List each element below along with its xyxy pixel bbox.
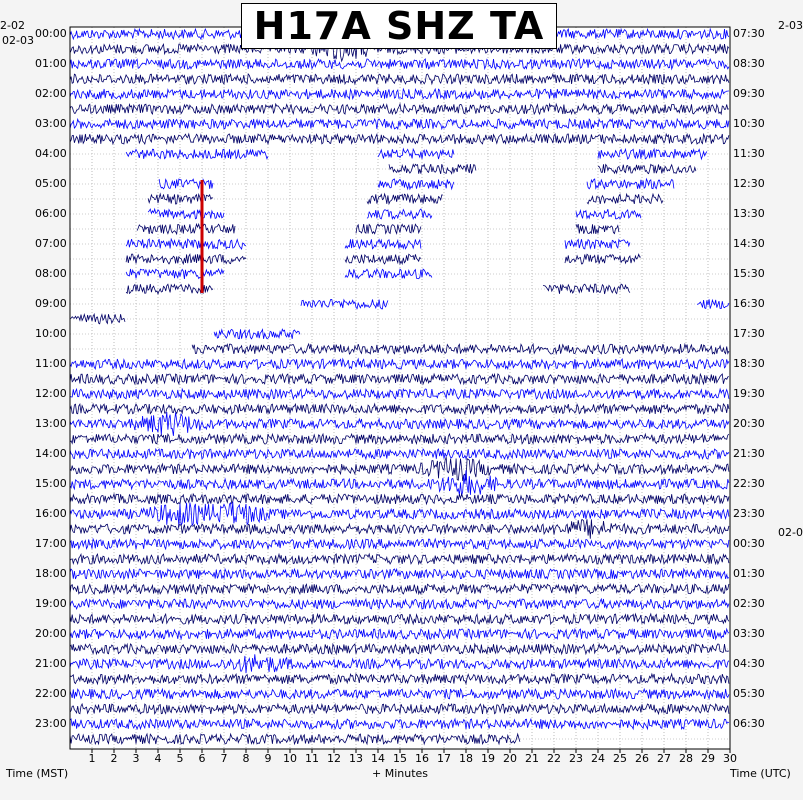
left-time-label: 19:00 [35, 597, 67, 610]
left-time-label: 09:00 [35, 297, 67, 310]
left-time-label: 14:00 [35, 447, 67, 460]
right-time-label: 16:30 [733, 297, 765, 310]
right-time-label: 17:30 [733, 327, 765, 340]
left-time-label: 23:00 [35, 717, 67, 730]
x-tick-label: 12 [327, 752, 341, 765]
x-tick-label: 18 [459, 752, 473, 765]
left-time-label: 06:00 [35, 207, 67, 220]
right-time-label: 04:30 [733, 657, 765, 670]
left-time-label: 04:00 [35, 147, 67, 160]
left-time-label: 05:00 [35, 177, 67, 190]
x-tick-label: 15 [393, 752, 407, 765]
x-tick-label: 22 [547, 752, 561, 765]
x-tick-label: 5 [176, 752, 184, 765]
right-time-label: 00:30 [733, 537, 765, 550]
left-time-label: 13:00 [35, 417, 67, 430]
right-time-label: 03:30 [733, 627, 765, 640]
x-axis-label: + Minutes [372, 767, 429, 780]
right-time-label: 10:30 [733, 117, 765, 130]
left-time-label: 18:00 [35, 567, 67, 580]
right-time-label: 11:30 [733, 147, 765, 160]
x-tick-label: 2 [110, 752, 118, 765]
left-axis-label: Time (MST) [6, 767, 69, 780]
right-time-label: 15:30 [733, 267, 765, 280]
right-time-label: 09:30 [733, 87, 765, 100]
right-time-label: 20:30 [733, 417, 765, 430]
right-axis-label: Time (UTC) [730, 767, 791, 780]
x-tick-label: 29 [701, 752, 715, 765]
x-tick-label: 24 [591, 752, 605, 765]
x-tick-label: 14 [371, 752, 385, 765]
right-time-label: 12:30 [733, 177, 765, 190]
x-tick-label: 9 [264, 752, 272, 765]
date-label: 02-03 [2, 34, 34, 47]
right-time-label: 18:30 [733, 357, 765, 370]
x-tick-label: 27 [657, 752, 671, 765]
right-time-label: 14:30 [733, 237, 765, 250]
x-tick-label: 25 [613, 752, 627, 765]
x-tick-label: 3 [132, 752, 140, 765]
x-tick-label: 17 [437, 752, 451, 765]
right-time-label: 21:30 [733, 447, 765, 460]
date-label: 2-02 [0, 19, 25, 32]
x-tick-label: 28 [679, 752, 693, 765]
right-time-label: 22:30 [733, 477, 765, 490]
x-tick-label: 19 [481, 752, 495, 765]
x-tick-label: 30 [723, 752, 737, 765]
right-time-label: 01:30 [733, 567, 765, 580]
left-time-label: 03:00 [35, 117, 67, 130]
right-time-label: 23:30 [733, 507, 765, 520]
left-time-label: 16:00 [35, 507, 67, 520]
x-tick-label: 23 [569, 752, 583, 765]
date-label: 02-0 [778, 526, 803, 539]
left-time-label: 12:00 [35, 387, 67, 400]
right-time-label: 02:30 [733, 597, 765, 610]
right-time-label: 06:30 [733, 717, 765, 730]
x-tick-label: 16 [415, 752, 429, 765]
chart-title-box [241, 3, 557, 49]
right-time-label: 07:30 [733, 27, 765, 40]
left-time-label: 17:00 [35, 537, 67, 550]
left-time-label: 00:00 [35, 27, 67, 40]
left-time-label: 20:00 [35, 627, 67, 640]
x-tick-label: 7 [220, 752, 228, 765]
left-time-label: 15:00 [35, 477, 67, 490]
x-tick-label: 4 [154, 752, 162, 765]
x-tick-label: 1 [88, 752, 96, 765]
x-tick-label: 6 [198, 752, 206, 765]
right-time-label: 19:30 [733, 387, 765, 400]
chart-title: H17A SHZ TA [253, 4, 545, 48]
x-tick-label: 20 [503, 752, 517, 765]
right-time-label: 13:30 [733, 207, 765, 220]
x-tick-label: 10 [283, 752, 297, 765]
x-tick-label: 11 [305, 752, 319, 765]
left-time-label: 10:00 [35, 327, 67, 340]
x-tick-label: 21 [525, 752, 539, 765]
left-time-label: 22:00 [35, 687, 67, 700]
x-tick-label: 13 [349, 752, 363, 765]
left-time-label: 08:00 [35, 267, 67, 280]
left-time-label: 02:00 [35, 87, 67, 100]
left-time-label: 07:00 [35, 237, 67, 250]
x-tick-label: 26 [635, 752, 649, 765]
left-time-label: 11:00 [35, 357, 67, 370]
left-time-label: 21:00 [35, 657, 67, 670]
right-time-label: 08:30 [733, 57, 765, 70]
left-time-label: 01:00 [35, 57, 67, 70]
x-tick-label: 8 [242, 752, 250, 765]
right-time-label: 05:30 [733, 687, 765, 700]
date-label: 2-03 [778, 19, 803, 32]
